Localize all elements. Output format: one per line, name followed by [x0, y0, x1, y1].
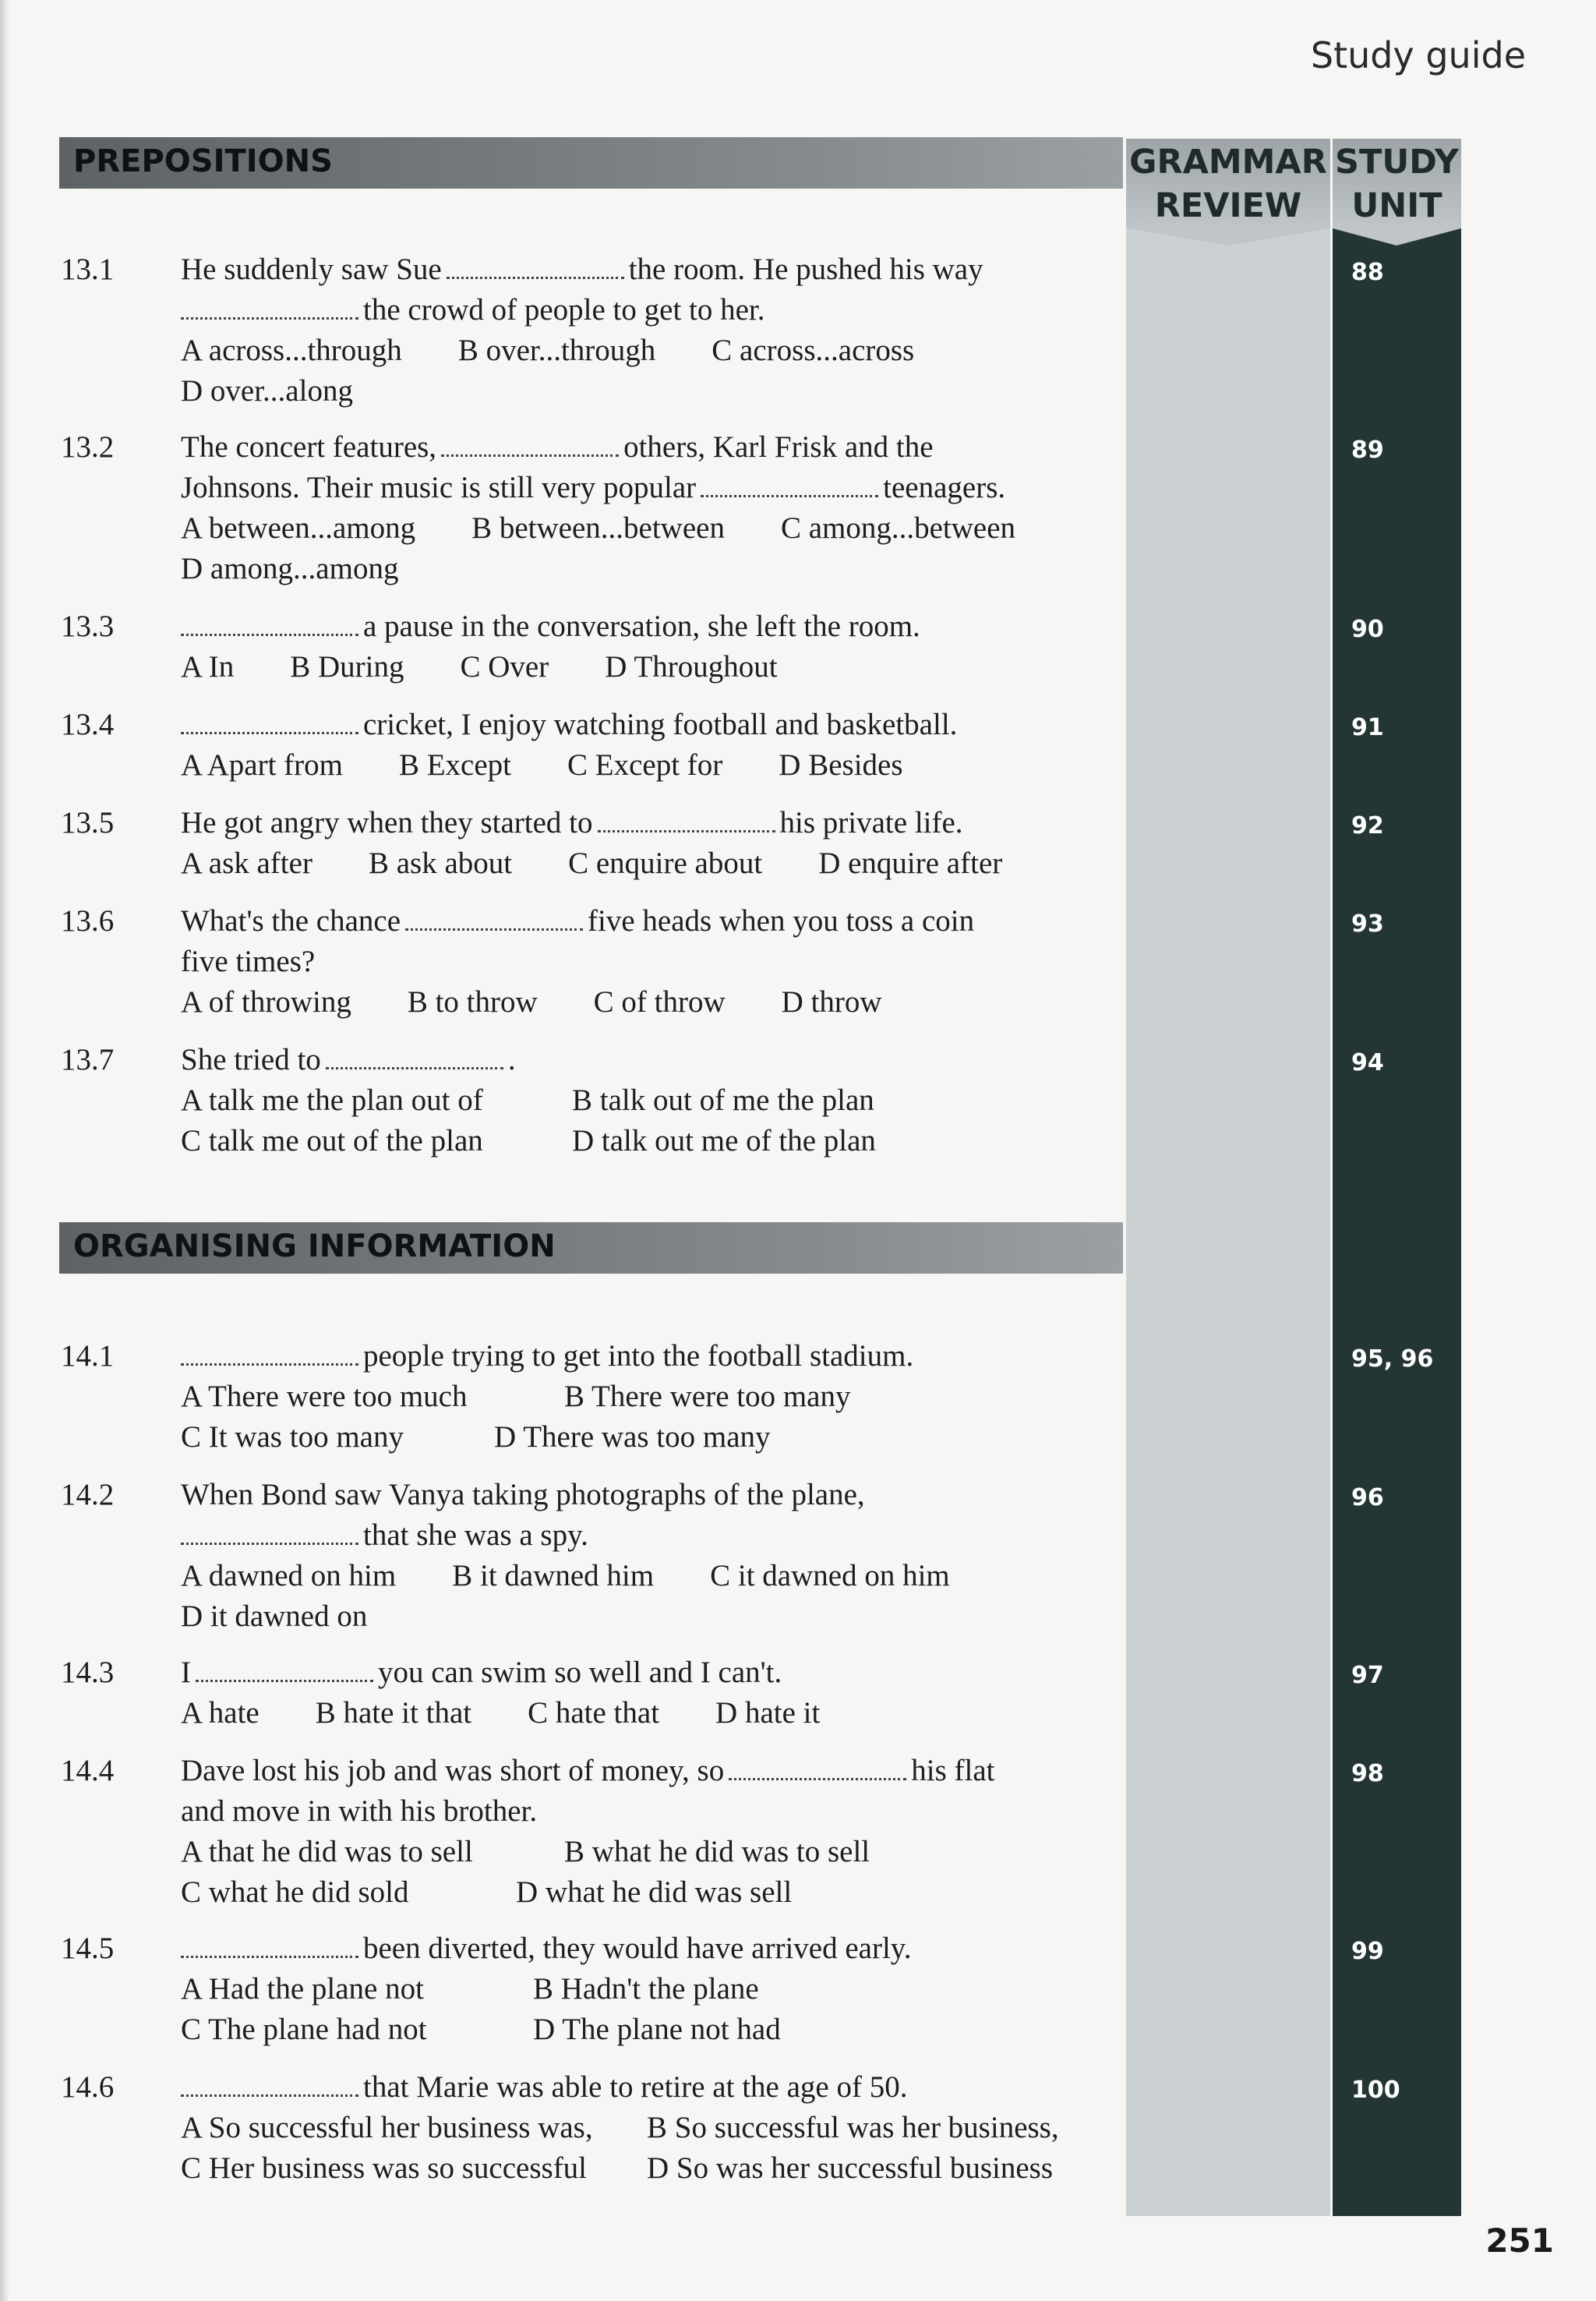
- study-unit-header: [1333, 139, 1461, 228]
- study-unit-label-line2: UNIT: [1351, 186, 1442, 225]
- page-number: 251: [1485, 2221, 1554, 2260]
- stem-text: Dave lost his job and was short of money, so: [181, 1754, 725, 1787]
- study-unit-ref: 96: [1351, 1484, 1384, 1511]
- option-d[interactable]: D what he did was sell: [516, 1875, 793, 1909]
- stem-text: .: [507, 1043, 516, 1076]
- answer-blank[interactable]: [181, 1532, 358, 1545]
- study-unit-ref: 89: [1351, 437, 1384, 464]
- question-stem: [181, 249, 1124, 412]
- question-number: 13.2: [61, 430, 115, 464]
- option-b[interactable]: B it dawned him: [452, 1559, 655, 1592]
- stem-text: others, Karl Frisk and the: [623, 430, 934, 464]
- question-stem: [181, 1928, 1124, 2050]
- study-unit-ref: 93: [1351, 910, 1384, 938]
- stem-text: been diverted, they would have arrived early.: [363, 1932, 912, 1965]
- answer-blank[interactable]: [447, 266, 624, 279]
- option-c[interactable]: C Her business was so successful: [181, 2151, 588, 2185]
- answer-blank[interactable]: [326, 1056, 503, 1069]
- option-b[interactable]: B to throw: [407, 985, 538, 1019]
- study-unit-ref: 98: [1351, 1760, 1384, 1787]
- option-b[interactable]: B ask about: [368, 847, 513, 880]
- option-c[interactable]: C among...between: [780, 511, 1016, 545]
- answer-blank[interactable]: [181, 306, 358, 320]
- option-b[interactable]: B hate it that: [315, 1696, 472, 1730]
- question-number: 13.1: [61, 253, 115, 286]
- question-stem: [181, 1475, 1124, 1637]
- answer-blank[interactable]: [181, 721, 358, 734]
- answer-blank[interactable]: [405, 917, 583, 931]
- stem-text: What's the chance: [181, 904, 401, 938]
- stem-text: that she was a spy.: [363, 1518, 588, 1552]
- option-b[interactable]: B Hadn't the plane: [533, 1972, 759, 2006]
- stem-text: When Bond saw Vanya taking photographs of the plane,: [181, 1478, 865, 1511]
- question-stem: [181, 606, 1124, 687]
- option-a[interactable]: A that he did was to sell: [181, 1835, 473, 1868]
- option-b[interactable]: B During: [290, 650, 404, 684]
- study-unit-ref: 99: [1351, 1938, 1384, 1965]
- option-d[interactable]: D over...along: [181, 374, 353, 408]
- stem-text: his private life.: [779, 806, 963, 839]
- option-d[interactable]: D Besides: [779, 748, 903, 782]
- section-bar-organising-information: [59, 1222, 1123, 1274]
- option-d[interactable]: D There was too many: [494, 1420, 771, 1454]
- option-d[interactable]: D it dawned on: [181, 1599, 368, 1633]
- option-c[interactable]: C what he did sold: [181, 1875, 409, 1909]
- question-number: 13.6: [61, 904, 115, 938]
- option-a[interactable]: A of throwing: [181, 985, 351, 1019]
- option-b[interactable]: B over...through: [457, 334, 656, 367]
- option-a[interactable]: A talk me the plan out of: [181, 1083, 483, 1117]
- study-unit-ref: 92: [1351, 812, 1384, 839]
- stem-text: the room. He pushed his way: [628, 253, 983, 286]
- section-bar-prepositions: [59, 137, 1123, 189]
- question-number: 14.6: [61, 2070, 115, 2104]
- question-number: 14.2: [61, 1478, 115, 1511]
- question-stem: [181, 1336, 1124, 1458]
- question-stem: [181, 427, 1124, 589]
- grammar-review-label-line2: REVIEW: [1154, 186, 1302, 225]
- question-stem: [181, 901, 1124, 1023]
- option-c[interactable]: C enquire about: [568, 847, 763, 880]
- answer-blank[interactable]: [729, 1767, 906, 1780]
- option-d[interactable]: D hate it: [715, 1696, 821, 1730]
- option-d[interactable]: D talk out me of the plan: [572, 1124, 876, 1158]
- study-unit-ref: 90: [1351, 616, 1384, 643]
- stem-text: the crowd of people to get to her.: [363, 293, 765, 327]
- question-number: 14.4: [61, 1754, 115, 1787]
- option-d[interactable]: D throw: [781, 985, 882, 1019]
- option-a[interactable]: A Had the plane not: [181, 1972, 424, 2006]
- option-b[interactable]: B There were too many: [564, 1380, 851, 1413]
- question-number: 14.3: [61, 1656, 115, 1689]
- option-d[interactable]: D Throughout: [605, 650, 778, 684]
- question-number: 13.5: [61, 806, 115, 839]
- option-b[interactable]: B Except: [398, 748, 512, 782]
- option-b[interactable]: B between...between: [471, 511, 725, 545]
- study-unit-ref: 100: [1351, 2077, 1400, 2104]
- option-a[interactable]: A ask after: [181, 847, 312, 880]
- answer-blank[interactable]: [701, 484, 878, 497]
- option-c[interactable]: C talk me out of the plan: [181, 1124, 483, 1158]
- stem-text: five heads when you toss a coin: [588, 904, 975, 938]
- option-d[interactable]: D among...among: [181, 552, 399, 585]
- answer-blank[interactable]: [598, 819, 775, 832]
- question-stem: [181, 2067, 1124, 2189]
- answer-blank[interactable]: [181, 2084, 358, 2097]
- option-c[interactable]: C it dawned on him: [710, 1559, 950, 1592]
- question-stem: [181, 1040, 1124, 1161]
- page-edge-shadow: [0, 0, 9, 2301]
- option-c[interactable]: C The plane had not: [181, 2013, 427, 2046]
- option-a[interactable]: A between...among: [181, 511, 416, 545]
- question-stem: [181, 1751, 1124, 1913]
- question-number: 13.3: [61, 610, 115, 643]
- option-a[interactable]: A across...through: [181, 334, 402, 367]
- stem-text: The concert features,: [181, 430, 437, 464]
- running-head: Study guide: [1310, 34, 1526, 76]
- question-stem: [181, 1652, 1124, 1734]
- option-d[interactable]: D So was her successful business: [647, 2151, 1054, 2185]
- stem-text: Johnsons. Their music is still very popular: [181, 471, 697, 504]
- grammar-review-header: [1126, 139, 1330, 228]
- grammar-review-label-line1: GRAMMAR: [1129, 143, 1327, 182]
- stem-text: She tried to: [181, 1043, 321, 1076]
- stem-text: five times?: [181, 945, 316, 978]
- option-c[interactable]: C It was too many: [181, 1420, 404, 1454]
- question-stem: [181, 803, 1124, 884]
- stem-text: his flat: [911, 1754, 995, 1787]
- study-unit-label-line1: STUDY: [1335, 143, 1459, 182]
- option-c[interactable]: C hate that: [528, 1696, 660, 1730]
- study-unit-ref: 91: [1351, 714, 1384, 741]
- question-number: 14.5: [61, 1932, 115, 1965]
- question-number: 14.1: [61, 1339, 115, 1373]
- option-a[interactable]: A There were too much: [181, 1380, 468, 1413]
- option-d[interactable]: D enquire after: [818, 847, 1003, 880]
- section-title: ORGANISING INFORMATION: [73, 1228, 556, 1264]
- study-unit-ref: 94: [1351, 1049, 1384, 1076]
- question-stem: [181, 705, 1124, 786]
- stem-text: that Marie was able to retire at the age of 50.: [363, 2070, 908, 2104]
- study-unit-ref: 97: [1351, 1662, 1384, 1689]
- stem-text: a pause in the conversation, she left the room.: [363, 610, 920, 643]
- study-unit-ref: 88: [1351, 259, 1384, 286]
- stem-text: He got angry when they started to: [181, 806, 593, 839]
- stem-text: people trying to get into the football stadium.: [363, 1339, 914, 1373]
- stem-text: cricket, I enjoy watching football and basketball.: [363, 708, 958, 741]
- question-number: 13.7: [61, 1043, 115, 1076]
- option-b[interactable]: B talk out of me the plan: [572, 1083, 874, 1117]
- answer-blank[interactable]: [181, 1945, 358, 1958]
- stem-text: I: [181, 1656, 191, 1689]
- study-unit-ref: 95, 96: [1351, 1345, 1434, 1373]
- option-a[interactable]: A So successful her business was,: [181, 2111, 593, 2144]
- stem-text: He suddenly saw Sue: [181, 253, 442, 286]
- answer-blank[interactable]: [181, 623, 358, 636]
- option-c[interactable]: C Except for: [567, 748, 723, 782]
- stem-text: teenagers.: [883, 471, 1006, 504]
- option-a[interactable]: A hate: [181, 1696, 260, 1730]
- option-c[interactable]: C across...across: [711, 334, 915, 367]
- option-c[interactable]: C Over: [460, 650, 549, 684]
- option-a[interactable]: A In: [181, 650, 235, 684]
- answer-blank[interactable]: [196, 1669, 373, 1682]
- answer-blank[interactable]: [181, 1352, 358, 1366]
- grammar-review-column: [1126, 139, 1330, 2216]
- question-number: 13.4: [61, 708, 115, 741]
- option-b[interactable]: B what he did was to sell: [564, 1835, 870, 1868]
- option-a[interactable]: A dawned on him: [181, 1559, 397, 1592]
- answer-blank[interactable]: [441, 444, 619, 457]
- option-d[interactable]: D The plane not had: [533, 2013, 781, 2046]
- option-c[interactable]: C of throw: [593, 985, 726, 1019]
- option-a[interactable]: A Apart from: [181, 748, 343, 782]
- stem-text: and move in with his brother.: [181, 1794, 538, 1828]
- section-title: PREPOSITIONS: [73, 143, 333, 179]
- option-b[interactable]: B So successful was her business,: [647, 2111, 1059, 2144]
- stem-text: you can swim so well and I can't.: [378, 1656, 782, 1689]
